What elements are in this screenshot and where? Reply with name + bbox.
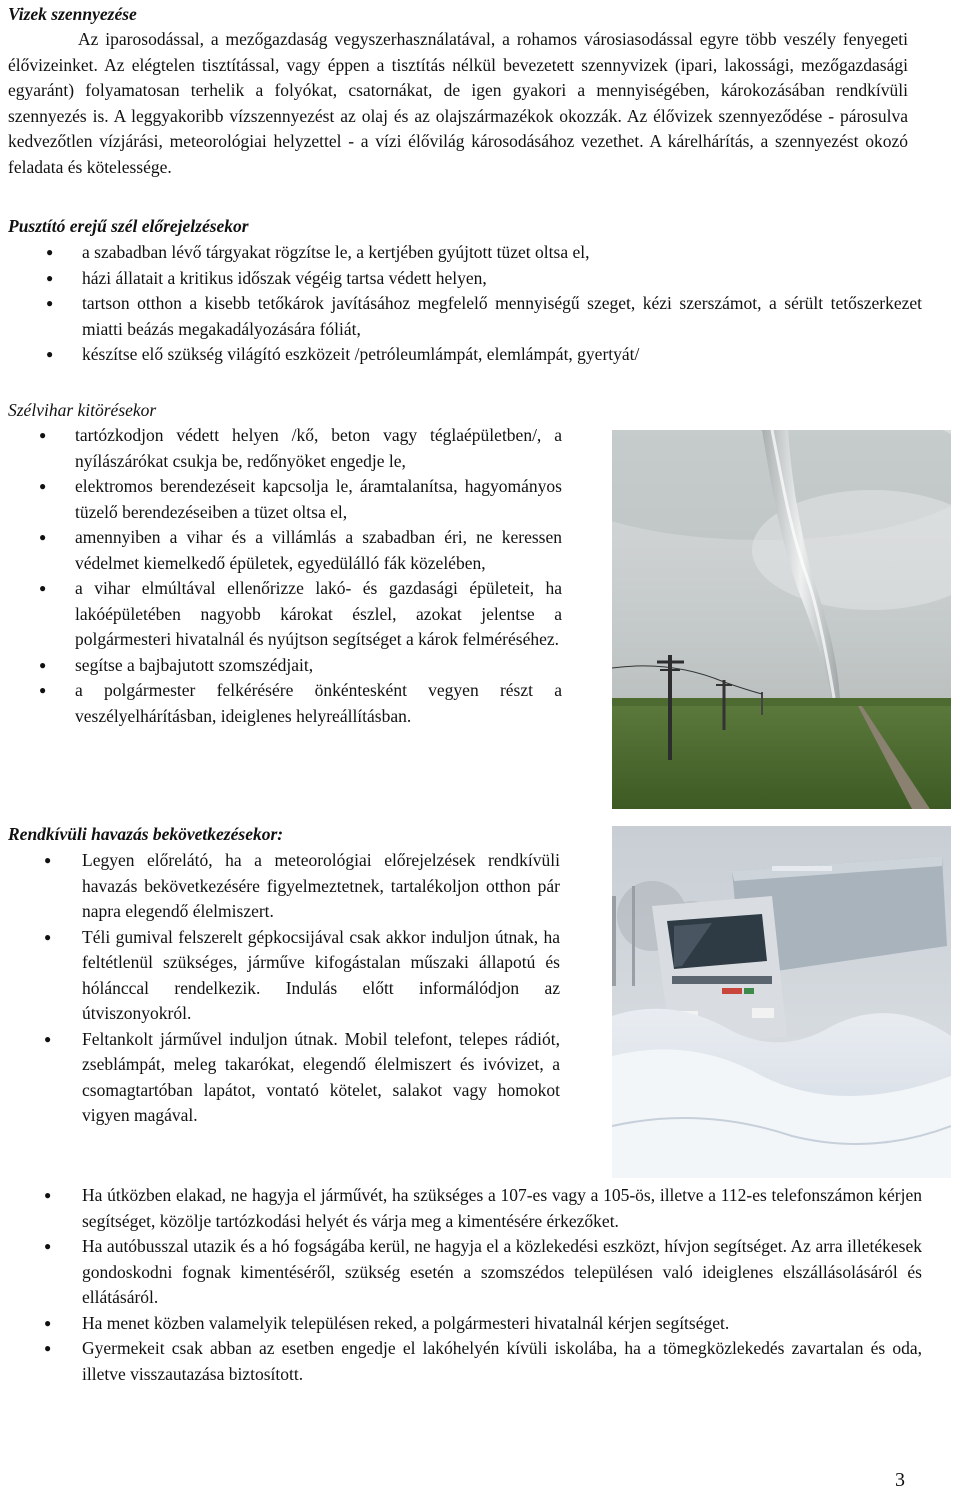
list-item: ● Ha útközben elakad, ne hagyja el járművét, ha szükséges a 107-es vagy a 105-ös, illetve a 112-es telefonszámon kérjen segítséget, közölje tartózkodási helyét és várja meg a kimentésére érkezőket. [82,1183,922,1234]
list-item: ● a vihar elmúltával ellenőrizze lakó- és gazdasági épületeit, ha lakóépületében nagyobb károkat észlel, azokat jelentse a polgármesteri hivatalnál és nyújtson segítséget a károk felméréséhez. [75,576,562,653]
list-item: ● Téli gumival felszerelt gépkocsijával csak akkor induljon útnak, ha feltétlenül szükséges, járműve kifogástalan műszaki állapotú és hólánccal rendelkezik. Indulás előtt informálódjon az útviszonyokról. [82,925,560,1027]
list-item: ● Legyen előrelátó, ha a meteorológiai előrejelzések rendkívüli havazás bekövetkezésére figyelmeztetnek, tartalékoljon otthon pár napra elegendő élelmiszert. [82,848,560,925]
section-title-water: Vizek szennyezése [8,4,137,24]
snow-list-beside-photo [82,848,560,1129]
snow-truck-illustration [612,826,951,1178]
list-item: ● elektromos berendezéseit kapcsolja le, áramtalanítsa, hagyományos tüzelő berendezéseiben a tüzet oltsa el, [75,474,562,525]
tornado-illustration [612,430,951,809]
list-item: ● tartson otthon a kisebb tetőkárok javításához megfelelő mennyiségű szeget, kézi szerszámot, a sérült tetőszerkezet miatti beázás megakadályozására fóliát, [82,291,922,342]
snow-list-full-width [82,1183,922,1387]
list-item: ● a szabadban lévő tárgyakat rögzítse le, a kertjében gyújtott tüzet oltsa el, [82,240,922,266]
list-item: ● Ha menet közben valamelyik településen reked, a polgármesteri hivatalnál kérjen segítséget. [82,1311,922,1337]
section-title-wind: Pusztító erejű szél előrejelzésekor [8,216,249,236]
list-item: ● segítse a bajbajutott szomszédjait, [75,653,562,679]
section-title-snow: Rendkívüli havazás bekövetkezésekor: [8,824,284,844]
snow-truck-photo [612,826,951,1178]
water-paragraph-text: Az iparosodással, a mezőgazdaság vegyszerhasználatával, a rohamos városiasodással egyre több veszély fenyegeti élővizeinket. Az elégtelen tisztítással, vagy éppen a tisztítás nélkül bevezetett szennyvizek (ipari, lakossági, mezőgazdasági egyaránt) folyamatosan terhelik a folyókat, csatornákat, de igen gyakori a mennyiségében, károkozásában rendkívüli szennyezés is. A leggyakoribb vízszennyezést az olaj és az olajszármazékok okozzák. Az élővizek szennyeződése - párosulva kedvezőtlen vízjárási, meteorológiai helyzettel - a vízi élővilág károsodásához vezethet. A kárelhárítás, a szennyezést okozó feladata és kötelessége. [8,29,908,177]
storm-list [75,423,562,729]
list-item: ● Ha autóbusszal utazik és a hó fogságába kerül, ne hagyja el a közlekedési eszközt, hívjon segítséget. Az arra illetékesek gondoskodni fognak kimentéséről, szükség esetén a szomszédos településen való ideiglenes elszállásolásáról és ellátásáról. [82,1234,922,1311]
tornado-photo [612,430,951,809]
list-item: ● amennyiben a vihar és a villámlás a szabadban éri, ne keressen védelmet kiemelkedő épületek, egyedülálló fák közelében, [75,525,562,576]
list-item: ● készítse elő szükség világító eszközeit /petróleumlámpát, elemlámpát, gyertyát/ [82,342,922,368]
page-number: 3 [895,1469,905,1491]
list-item: ● Feltankolt járművel induljon útnak. Mobil telefont, telepes rádiót, zseblámpát, meleg takarókat, elegendő élelmiszert és ivóvizet, a csomagtartóban lapátot, vontató kötelet, salakot vagy homokot vigyen magával. [82,1027,560,1129]
list-item: ● Gyermekeit csak abban az esetben engedje el lakóhelyén kívüli iskolába, ha a tömegközlekedés zavartalan és oda, illetve visszautazása biztosított. [82,1336,922,1387]
water-paragraph [8,27,908,180]
list-item: ● házi állatait a kritikus időszak végéig tartsa védett helyen, [82,266,922,292]
section-title-storm: Szélvihar kitörésekor [8,400,157,420]
list-item: ● a polgármester felkérésére önkéntesként vegyen részt a veszélyelhárításban, ideiglenes helyreállításban. [75,678,562,729]
list-item: ● tartózkodjon védett helyen /kő, beton vagy téglaépületben/, a nyílászárókat csukja be, redőnyöket engedje le, [75,423,562,474]
wind-list [82,240,922,368]
